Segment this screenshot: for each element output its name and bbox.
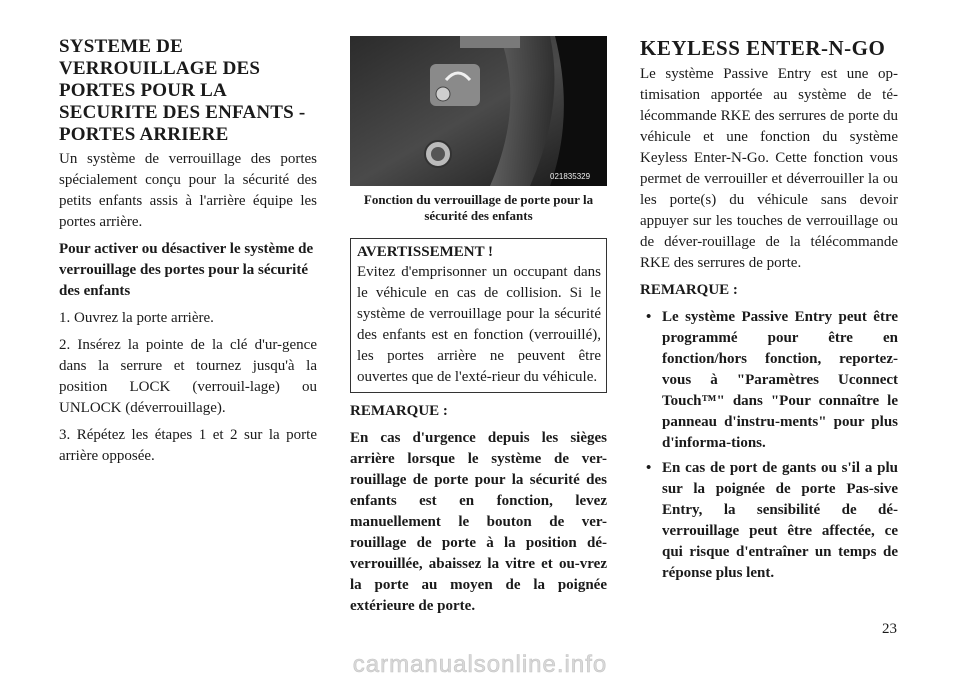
keyless-note-label: REMARQUE : bbox=[640, 282, 738, 298]
step-3: 3. Répétez les étapes 1 et 2 sur la porte arrière opposée. bbox=[59, 427, 317, 464]
section-title-child-lock: SYSTEME DE VERROUILLAGE DES PORTES POUR LA SECURITE DES ENFANTS - PORTES ARRIERE bbox=[59, 36, 306, 145]
note-label: REMARQUE : bbox=[350, 403, 448, 419]
section-title-keyless: KEYLESS ENTER-N-GO bbox=[640, 36, 886, 60]
warning-title: AVERTISSEMENT ! bbox=[357, 244, 494, 260]
watermark-logo bbox=[0, 650, 960, 678]
child-lock-intro: Un système de verrouillage des portes spécialement conçu pour la sécurité des petits enfants assis à l'arrière équipe les portes arrière. bbox=[59, 151, 317, 230]
child-lock-photo bbox=[350, 36, 607, 186]
page-number: 23 bbox=[882, 621, 897, 637]
photo-caption: Fonction du verrouillage de porte pour la sécurité des enfants bbox=[363, 192, 594, 223]
step-2: 2. Insérez la pointe de la clé d'ur-gence dans la serrure et tournez jusqu'à la position LOCK (verrouil-lage) ou UNLOCK (déverrouillage). bbox=[59, 337, 317, 416]
watermark-text: carmanualsonline.info bbox=[352, 651, 608, 678]
warning-box bbox=[350, 238, 607, 393]
photo-code: 021835329 bbox=[550, 172, 591, 181]
door-lock-illustration bbox=[350, 36, 607, 186]
keyless-notes-list bbox=[640, 307, 898, 584]
child-lock-subheading: Pour activer ou désactiver le système de verrouillage des portes pour la sécurité des enfants bbox=[59, 241, 314, 299]
column-middle bbox=[350, 36, 607, 623]
note-text: En cas d'urgence depuis les sièges arrière lorsque le système de ver-rouillage de porte pour la sécurité des enfants est en fonction, levez manuellement le bouton de ver-rouillage de porte à la position dé-verrouillée, abaissez la vitre et ou-vrez la porte au moyen de la poignée extérieure de porte. bbox=[350, 430, 607, 614]
warning-text: Evitez d'emprisonner un occupant dans le véhicule en cas de collision. Si le système de verrouillage pour la sécurité des enfants est en fonction (verrouillé), les portes arrière ne peuvent être ouvertes que de l'exté-rieur du véhicule. bbox=[357, 264, 601, 385]
column-right bbox=[640, 36, 898, 588]
list-item: • Le système Passive Entry peut être programmé pour être en fonction/hors fonction, reportez-vous à "Paramètres Uconnect Touch™" dans "Pour connaître le panneau d'instru-ments" pour plus d'informa-tions. bbox=[640, 307, 898, 454]
list-item: • En cas de port de gants ou s'il a plu sur la poignée de porte Pas-sive Entry, la sensibilité de dé-verrouillage peut être affectée, ce qui risque d'entraîner un temps de réponse plus lent. bbox=[640, 458, 898, 584]
column-left bbox=[59, 36, 317, 473]
keyless-intro: Le système Passive Entry est une op-timisation apportée au système de té-lécommande RKE des serrures de porte du véhicule et une fonction du système Keyless Enter-N-Go. Cette fonction vous permet de verrouiller et déverrouiller la ou les porte(s) du véhicule sans devoir appuyer sur les touches de verrouillage ou de déver-rouillage de la télécommande RKE des serrures de porte. bbox=[640, 66, 898, 271]
step-1: 1. Ouvrez la porte arrière. bbox=[59, 310, 214, 326]
